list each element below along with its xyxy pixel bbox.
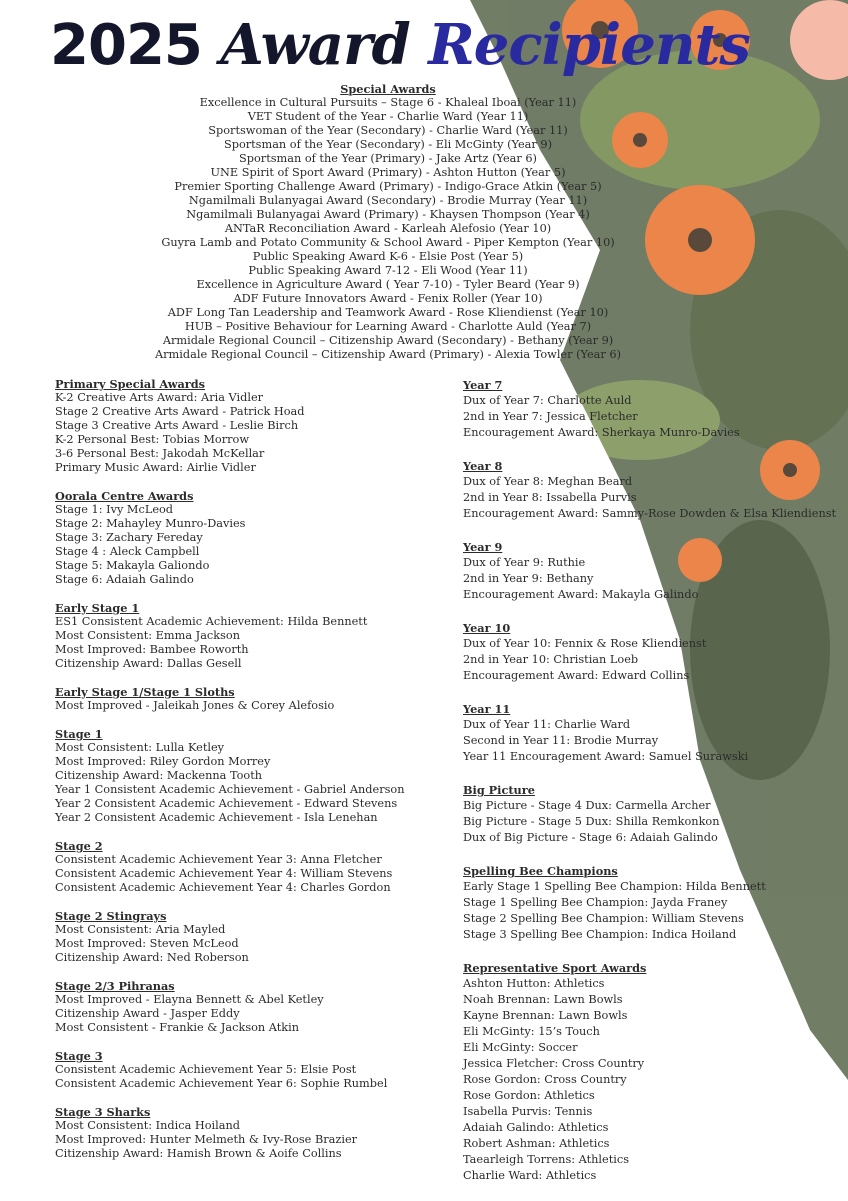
award-item: 2nd in Year 7: Jessica Fletcher (463, 410, 638, 423)
award-item: Most Improved: Hunter Melmeth & Ivy-Rose Brazier (55, 1133, 358, 1146)
award-section (463, 960, 843, 1184)
award-item: Encouragement Award: Sammy-Rose Dowden & Elsa Kliendienst (463, 507, 837, 520)
award-item: Encouragement Award: Makayla Galindo (463, 588, 699, 601)
award-item: Second in Year 11: Brodie Murray (463, 734, 659, 747)
special-award-item: Guyra Lamb and Potato Community & School Award - Piper Kempton (Year 10) (161, 236, 615, 249)
special-award-item: Ngamilmali Bulanyagai Award (Primary) - Khaysen Thompson (Year 4) (186, 208, 590, 221)
award-item: Most Consistent: Aria Mayled (55, 923, 226, 936)
award-section (55, 839, 435, 895)
award-item: Consistent Academic Achievement Year 3: Anna Fletcher (55, 853, 382, 866)
award-item: K-2 Creative Arts Award: Aria Vidler (55, 391, 264, 404)
award-item: Year 11 Encouragement Award: Samuel Surawski (463, 750, 749, 763)
award-item: Kayne Brennan: Lawn Bowls (463, 1009, 628, 1022)
section-heading: Big Picture (463, 783, 535, 797)
award-item: Eli McGinty: 15’s Touch (463, 1025, 600, 1038)
award-item: Year 2 Consistent Academic Achievement - Edward Stevens (55, 797, 398, 810)
award-item: Consistent Academic Achievement Year 5: Elsie Post (55, 1063, 357, 1076)
award-item: Big Picture - Stage 5 Dux: Shilla Remkonkon (463, 815, 720, 828)
award-section (463, 539, 843, 603)
award-item: Most Improved: Steven McLeod (55, 937, 239, 950)
award-item: Dux of Year 8: Meghan Beard (463, 475, 633, 488)
award-item: Early Stage 1 Spelling Bee Champion: Hilda Bennett (463, 880, 766, 893)
special-award-item: ADF Future Innovators Award - Fenix Roller (Year 10) (233, 292, 543, 305)
special-awards (0, 82, 776, 362)
special-award-item: Public Speaking Award K-6 - Elsie Post (Year 5) (252, 250, 524, 263)
award-item: Most Consistent: Lulla Ketley (55, 741, 225, 754)
award-item: Jessica Fletcher: Cross Country (463, 1057, 645, 1070)
special-award-item: Excellence in Agriculture Award ( Year 7-10) - Tyler Beard (Year 9) (196, 278, 580, 291)
award-item: Citizenship Award: Hamish Brown & Aoife Collins (55, 1147, 342, 1160)
award-section (55, 1105, 435, 1161)
special-award-item: Sportsman of the Year (Secondary) - Eli McGinty (Year 9) (223, 138, 553, 151)
special-award-item: Sportsman of the Year (Primary) - Jake Artz (Year 6) (239, 152, 537, 165)
award-item: Ashton Hutton: Athletics (463, 977, 605, 990)
special-award-item: Armidale Regional Council – Citizenship Award (Secondary) - Bethany (Year 9) (162, 334, 614, 347)
award-item: Encouragement Award: Sherkaya Munro-Davies (463, 426, 740, 439)
special-award-item: Armidale Regional Council – Citizenship Award (Primary) - Alexia Towler (Year 6) (154, 348, 621, 361)
award-item: Citizenship Award: Dallas Gesell (55, 657, 242, 670)
award-section (55, 1049, 435, 1091)
award-item: Stage 5: Makayla Galiondo (55, 559, 210, 572)
award-item: Citizenship Award - Jasper Eddy (55, 1007, 240, 1020)
award-item: Dux of Big Picture - Stage 6: Adaiah Galindo (463, 831, 718, 844)
award-item: Dux of Year 11: Charlie Ward (463, 718, 631, 731)
page-title: 2025 Award Recipients (50, 12, 750, 78)
award-item: Stage 2: Mahayley Munro-Davies (55, 517, 246, 530)
award-item: Most Consistent: Emma Jackson (55, 629, 240, 642)
award-item: Dux of Year 7: Charlotte Auld (463, 394, 632, 407)
award-section (463, 377, 843, 441)
section-heading: Representative Sport Awards (463, 961, 647, 975)
special-award-item: Ngamilmali Bulanyagai Award (Secondary) - Brodie Murray (Year 11) (188, 194, 588, 207)
award-item: Charlie Ward: Athletics (463, 1169, 597, 1182)
special-awards-list (0, 96, 776, 362)
special-award-item: ANTaR Reconciliation Award - Karleah Alefosio (Year 10) (224, 222, 552, 235)
award-item: Eli McGinty: Soccer (463, 1041, 578, 1054)
special-awards-heading: Special Awards (340, 82, 436, 96)
left-column (55, 377, 435, 1175)
award-item: Stage 1: Ivy McLeod (55, 503, 174, 516)
section-heading: Stage 2/3 Pihranas (55, 979, 175, 993)
award-item: Stage 3: Zachary Fereday (55, 531, 203, 544)
award-item: Consistent Academic Achievement Year 4: William Stevens (55, 867, 393, 880)
award-section (463, 620, 843, 684)
award-item: Most Improved: Riley Gordon Morrey (55, 755, 271, 768)
award-item: Consistent Academic Achievement Year 6: Sophie Rumbel (55, 1077, 388, 1090)
section-heading: Stage 1 (55, 727, 103, 741)
award-item: Stage 3 Creative Arts Award - Leslie Birch (55, 419, 299, 432)
award-item: Citizenship Award: Ned Roberson (55, 951, 249, 964)
special-award-item: Public Speaking Award 7-12 - Eli Wood (Year 11) (248, 264, 528, 277)
section-heading: Early Stage 1 (55, 601, 140, 615)
special-award-item: Sportswoman of the Year (Secondary) - Charlie Ward (Year 11) (208, 124, 568, 137)
award-item: Most Consistent - Frankie & Jackson Atkin (55, 1021, 300, 1034)
special-award-item: VET Student of the Year - Charlie Ward (Year 11) (247, 110, 529, 123)
award-item: Isabella Purvis: Tennis (463, 1105, 593, 1118)
special-award-item: Premier Sporting Challenge Award (Primary) - Indigo-Grace Atkin (Year 5) (174, 180, 602, 193)
section-heading: Primary Special Awards (55, 377, 205, 391)
award-item: Robert Ashman: Athletics (463, 1137, 610, 1150)
award-item: Encouragement Award: Edward Collins (463, 669, 690, 682)
award-item: Year 1 Consistent Academic Achievement - Gabriel Anderson (55, 783, 405, 796)
award-item: Stage 3 Spelling Bee Champion: Indica Hoiland (463, 928, 737, 941)
award-item: Noah Brennan: Lawn Bowls (463, 993, 623, 1006)
special-award-item: ADF Long Tan Leadership and Teamwork Award - Rose Kliendienst (Year 10) (167, 306, 609, 319)
award-item: Most Improved: Bambee Roworth (55, 643, 249, 656)
award-section (55, 601, 435, 671)
award-item: Dux of Year 10: Fennix & Rose Kliendienst (463, 637, 707, 650)
special-award-item: HUB – Positive Behaviour for Learning Award - Charlotte Auld (Year 7) (184, 320, 592, 333)
award-item: 2nd in Year 10: Christian Loeb (463, 653, 639, 666)
section-heading: Year 8 (463, 459, 503, 473)
special-award-item: Excellence in Cultural Pursuits – Stage 6 - Khaleal Iboai (Year 11) (199, 96, 577, 109)
award-item: Most Improved - Elayna Bennett & Abel Ketley (55, 993, 324, 1006)
section-heading: Year 7 (463, 378, 503, 392)
award-item: Most Improved - Jaleikah Jones & Corey Alefosio (55, 699, 335, 712)
award-section (55, 489, 435, 587)
award-item: Dux of Year 9: Ruthie (463, 556, 586, 569)
award-item: Consistent Academic Achievement Year 4: Charles Gordon (55, 881, 391, 894)
award-item: Stage 6: Adaiah Galindo (55, 573, 194, 586)
award-item: Taearleigh Torrens: Athletics (463, 1153, 629, 1166)
section-heading: Stage 3 (55, 1049, 103, 1063)
section-heading: Oorala Centre Awards (55, 489, 194, 503)
right-column (463, 377, 843, 1201)
award-item: Citizenship Award: Mackenna Tooth (55, 769, 263, 782)
section-heading: Stage 2 (55, 839, 103, 853)
section-heading: Early Stage 1/Stage 1 Sloths (55, 685, 235, 699)
award-section (55, 377, 435, 475)
award-section (55, 909, 435, 965)
award-item: ES1 Consistent Academic Achievement: Hilda Bennett (55, 615, 368, 628)
award-section (55, 979, 435, 1035)
section-heading: Year 11 (463, 702, 511, 716)
award-section (463, 458, 843, 522)
award-item: Primary Music Award: Airlie Vidler (55, 461, 256, 474)
section-heading: Spelling Bee Champions (463, 864, 618, 878)
section-heading: Year 10 (463, 621, 511, 635)
award-item: 3-6 Personal Best: Jakodah McKellar (55, 447, 265, 460)
award-item: Rose Gordon: Athletics (463, 1089, 595, 1102)
award-item: Big Picture - Stage 4 Dux: Carmella Archer (463, 799, 711, 812)
award-item: Stage 2 Spelling Bee Champion: William Stevens (463, 912, 744, 925)
special-award-item: UNE Spirit of Sport Award (Primary) - Ashton Hutton (Year 5) (210, 166, 566, 179)
award-item: Year 2 Consistent Academic Achievement - Isla Lenehan (55, 811, 378, 824)
award-item: Stage 2 Creative Arts Award - Patrick Hoad (55, 405, 305, 418)
award-section (463, 782, 843, 846)
award-section (55, 727, 435, 825)
section-heading: Year 9 (463, 540, 503, 554)
award-section (55, 685, 435, 713)
award-item: 2nd in Year 9: Bethany (463, 572, 594, 585)
section-heading: Stage 2 Stingrays (55, 909, 167, 923)
award-item: Stage 4 : Aleck Campbell (55, 545, 200, 558)
award-item: Rose Gordon: Cross Country (463, 1073, 627, 1086)
section-heading: Stage 3 Sharks (55, 1105, 151, 1119)
award-section (463, 701, 843, 765)
award-section (463, 863, 843, 943)
award-item: 2nd in Year 8: Issabella Purvis (463, 491, 637, 504)
award-item: Stage 1 Spelling Bee Champion: Jayda Franey (463, 896, 728, 909)
award-item: Adaiah Galindo: Athletics (463, 1121, 609, 1134)
award-item: K-2 Personal Best: Tobias Morrow (55, 433, 249, 446)
award-item: Most Consistent: Indica Hoiland (55, 1119, 241, 1132)
